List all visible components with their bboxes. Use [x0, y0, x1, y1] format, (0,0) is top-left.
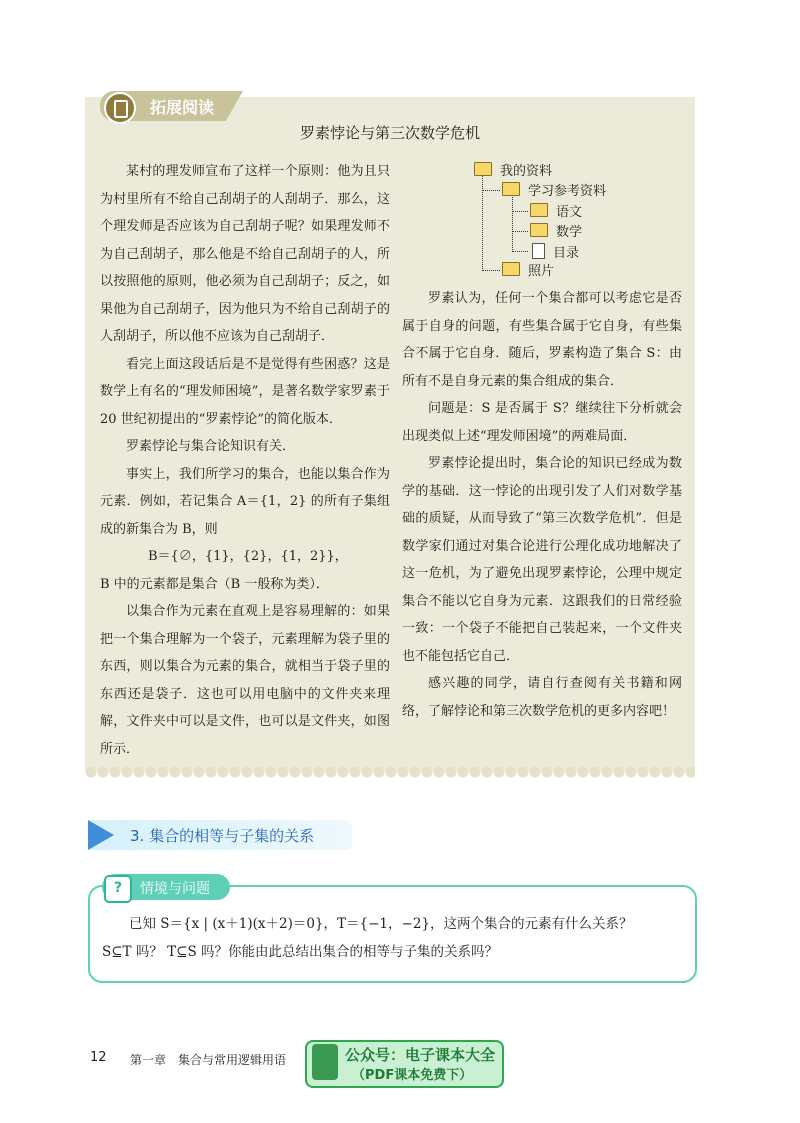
paragraph: 感兴趣的同学，请自行查阅有关书籍和网络，了解悖论和第三次数学危机的更多内容吧！: [402, 676, 682, 719]
folder-icon: [530, 223, 548, 237]
tree-node-catalog: 目录: [532, 243, 579, 261]
phone-icon: [312, 1044, 338, 1080]
folder-icon: [502, 182, 520, 196]
paragraph: 问题是：S 是否属于 S？继续往下分析就会出现类似上述“理发师困境”的两难局面．: [402, 401, 682, 444]
situation-tab-label: 情境与问题: [140, 881, 210, 897]
folder-tree: [470, 158, 670, 283]
reading-right-column: [402, 285, 682, 725]
formula: B＝{∅，{1}，{2}，{1，2}}，: [148, 549, 348, 564]
stamp-line-2: （PDF课本免费下）: [352, 1068, 473, 1083]
folder-icon: [530, 203, 548, 217]
file-icon: [532, 243, 545, 259]
page-number: 12: [90, 1050, 107, 1065]
book-icon: [104, 92, 136, 124]
paragraph: 以集合作为元素在直观上是容易理解的：如果把一个集合理解为一个袋子，元素理解为袋子里的东西，则以集合为元素的集合，就相当于袋子里的东西还是袋子．这也可以用电脑中的文件夹来理解，文件夹中可以是文件，也可以是文件夹，如图所示．: [100, 604, 390, 757]
stamp-line-1: 公众号：电子课本大全: [345, 1046, 496, 1064]
paragraph: 看完上面这段话后是不是觉得有些困惑？这是数学上有名的“理发师困境”，是著名数学家罗素于 20 世纪初提出的“罗素悖论”的简化版本．: [100, 356, 390, 427]
situation-text: [102, 910, 687, 966]
situation-line: S⊆T 吗？ T⊆S 吗？你能由此总结出集合的相等与子集的关系吗？: [102, 944, 499, 960]
paragraph: 某村的理发师宣布了这样一个原则：他为且只为村里所有不给自己刮胡子的人刮胡子．那么，这个理发师是否应该为自己刮胡子呢？如果理发师不为自己刮胡子，那么他是不给自己刮胡子的人，所以按照他的原则，他必须为自己刮胡子；反之，如果他为自己刮胡子，因为他只为不给自己刮胡子的人刮胡子，所以他不应该为自己刮胡子．: [100, 164, 390, 344]
question-icon: ?: [104, 875, 132, 903]
tree-node-root: 我的资料: [474, 162, 552, 180]
reading-tab-label: 拓展阅读: [150, 98, 215, 117]
reading-title: 罗素悖论与第三次数学危机: [299, 124, 480, 142]
paragraph: 罗素悖论与集合论知识有关．: [126, 439, 296, 454]
paragraph: 罗素认为，任何一个集合都可以考虑它是否属于自身的问题，有些集合属于它自身，有些集合不属于它自身．随后，罗素构造了集合 S：由所有不是自身元素的集合组成的集合．: [402, 291, 682, 389]
folder-icon: [502, 262, 520, 276]
reading-left-column: [100, 158, 390, 763]
arrow-icon: [88, 820, 114, 850]
section-heading: 3. 集合的相等与子集的关系: [130, 827, 315, 845]
paragraph: B 中的元素都是集合（B 一般称为类）．: [100, 576, 329, 592]
folder-icon: [474, 162, 492, 176]
tree-node-chinese: 语文: [530, 203, 582, 221]
situation-line: 已知 S＝{x | (x＋1)(x＋2)＝0}，T＝{−1，−2}，这两个集合的元素有什么关系？: [129, 916, 633, 932]
tree-node-math: 数学: [530, 223, 582, 241]
paragraph: 罗素悖论提出时，集合论的知识已经成为数学的基础．这一悖论的出现引发了人们对数学基础的质疑，从而导致了“第三次数学危机”．但是数学家们通过对集合论进行公理化成功地解决了这一危机，为了避免出现罗素悖论，公理中规定集合不能以它自身为元素．这跟我们的日常经验一致：一个袋子不能把自己装起来，一个文件夹也不能包括它自己．: [402, 456, 682, 664]
tree-node-study: 学习参考资料: [502, 182, 606, 200]
chapter-title: 第一章 集合与常用逻辑用语: [130, 1053, 287, 1067]
paragraph: 事实上，我们所学习的集合，也能以集合作为元素．例如，若记集合 A＝{1，2} 的所有子集组成的新集合为 B，则: [100, 466, 390, 537]
tree-node-photos: 照片: [502, 262, 554, 280]
